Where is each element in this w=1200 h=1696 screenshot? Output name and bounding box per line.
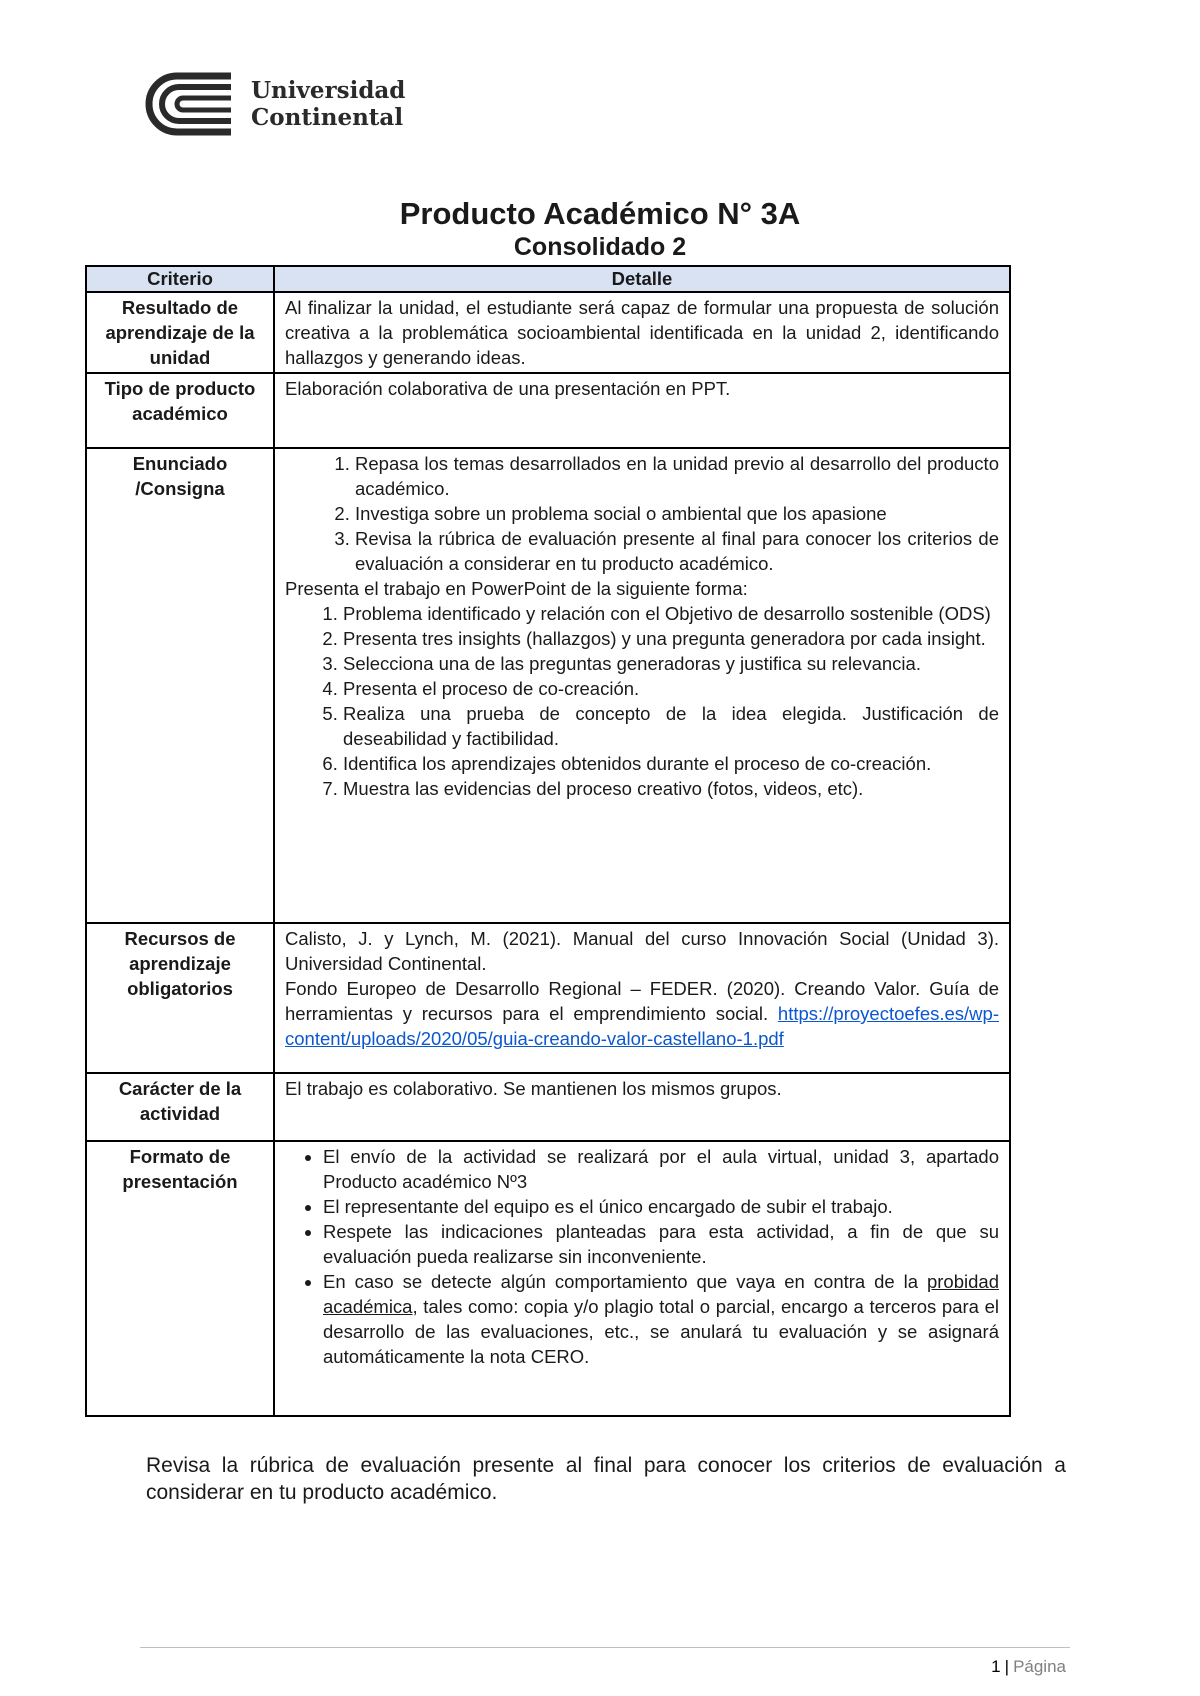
footer-divider <box>140 1647 1070 1648</box>
steps-list <box>285 451 999 576</box>
row-detail-recursos <box>274 923 1010 1073</box>
footer-separator: | <box>1004 1657 1010 1676</box>
logo-line-1: Universidad <box>251 77 406 104</box>
table-row-resultado <box>86 292 1010 373</box>
reference-1: Calisto, J. y Lynch, M. (2021). Manual del curso Innovación Social (Unidad 3). Universidad Continental. <box>285 928 999 974</box>
list-item: 1. Repasa los temas desarrollados en la unidad previo al desarrollo del producto académico. <box>355 451 999 501</box>
table-row-enunciado <box>86 448 1010 923</box>
presentation-items-list <box>285 601 999 801</box>
row-detail-tipo: Elaboración colaborativa de una presentación en PPT. <box>274 373 1010 448</box>
page-title: Producto Académico N° 3A <box>399 196 801 231</box>
row-detail-resultado: Al finalizar la unidad, el estudiante será capaz de formular una propuesta de solución creativa a la problemática socioambiental identificada en la unidad 2, identificando hallazgos y generando ideas. <box>274 292 1010 373</box>
format-bullet-list <box>285 1144 999 1369</box>
list-item: 7. Muestra las evidencias del proceso creativo (fotos, videos, etc). <box>343 776 999 801</box>
continental-c-logo-icon <box>143 70 235 138</box>
list-item: 3. Revisa la rúbrica de evaluación presente al final para conocer los criterios de evaluación a considerar en tu producto académico. <box>355 526 999 576</box>
table-row-caracter <box>86 1073 1010 1141</box>
bullet4-text-b: , tales como: copia y/o plagio total o parcial, encargo a terceros para el desarrollo de las evaluaciones, etc., se anulará tu evaluación y se asignará automáticamente la nota CERO. <box>323 1296 999 1367</box>
list-item: 5. Realiza una prueba de concepto de la idea elegida. Justificación de deseabilidad y factibilidad. <box>343 701 999 751</box>
rubric-note: Revisa la rúbrica de evaluación presente al final para conocer los criterios de evaluación a considerar en tu producto académico. <box>146 1454 1066 1504</box>
row-detail-formato <box>274 1141 1010 1416</box>
table-header-row <box>86 266 1010 292</box>
list-item: 4. Presenta el proceso de co-creación. <box>343 676 999 701</box>
list-item: 2. Investiga sobre un problema social o ambiental que los apasione <box>355 501 999 526</box>
column-header-criterio: Criterio <box>86 266 274 292</box>
university-logo <box>143 70 405 138</box>
page-footer <box>991 1657 1066 1677</box>
row-label-enunciado: Enunciado /Consigna <box>86 448 274 923</box>
page-number: 1 <box>991 1657 1001 1676</box>
page-subtitle: Consolidado 2 <box>513 233 687 261</box>
reference-2 <box>285 976 999 1051</box>
table-row-tipo <box>86 373 1010 448</box>
row-label-tipo: Tipo de producto académico <box>86 373 274 448</box>
list-item: • El envío de la actividad se realizará por el aula virtual, unidad 3, apartado Producto académico Nº3 <box>323 1144 999 1194</box>
list-item: • El representante del equipo es el único encargado de subir el trabajo. <box>323 1194 999 1219</box>
reference-2-text: Fondo Europeo de Desarrollo Regional – FEDER. (2020). Creando Valor. Guía de herramientas y recursos para el emprendimiento social. <box>285 978 999 1024</box>
list-item: • Respete las indicaciones planteadas para esta actividad, a fin de que su evaluación pueda realizarse sin inconveniente. <box>323 1219 999 1269</box>
list-item: 1. Problema identificado y relación con el Objetivo de desarrollo sostenible (ODS) <box>343 601 999 626</box>
row-label-resultado: Resultado de aprendizaje de la unidad <box>86 292 274 373</box>
row-detail-enunciado <box>274 448 1010 923</box>
row-label-recursos: Recursos de aprendizaje obligatorios <box>86 923 274 1073</box>
logo-line-2: Continental <box>251 104 404 131</box>
resource-link[interactable]: https://proyectoefes.es/wp-content/uploads/2020/05/guia-creando-valor-castellano-1.pdf <box>285 1003 999 1049</box>
table-row-recursos <box>86 923 1010 1073</box>
list-item: 6. Identifica los aprendizajes obtenidos durante el proceso de co-creación. <box>343 751 999 776</box>
column-header-detalle: Detalle <box>274 266 1010 292</box>
list-item: 3. Selecciona una de las preguntas generadoras y justifica su relevancia. <box>343 651 999 676</box>
row-label-formato: Formato de presentación <box>86 1141 274 1416</box>
page-label: Página <box>1013 1657 1066 1676</box>
bullet4-text-a: En caso se detecte algún comportamiento que vaya en contra de la <box>323 1271 919 1292</box>
probidad-link[interactable]: probidad académica <box>323 1271 999 1317</box>
row-detail-caracter: El trabajo es colaborativo. Se mantienen los mismos grupos. <box>274 1073 1010 1141</box>
list-item: 2. Presenta tres insights (hallazgos) y una pregunta generadora por cada insight. <box>343 626 999 651</box>
table-row-formato <box>86 1141 1010 1416</box>
product-details-table <box>85 265 1011 1417</box>
presentation-intro: Presenta el trabajo en PowerPoint de la siguiente forma: <box>285 578 748 599</box>
list-item <box>323 1269 999 1369</box>
row-label-caracter: Carácter de la actividad <box>86 1073 274 1141</box>
